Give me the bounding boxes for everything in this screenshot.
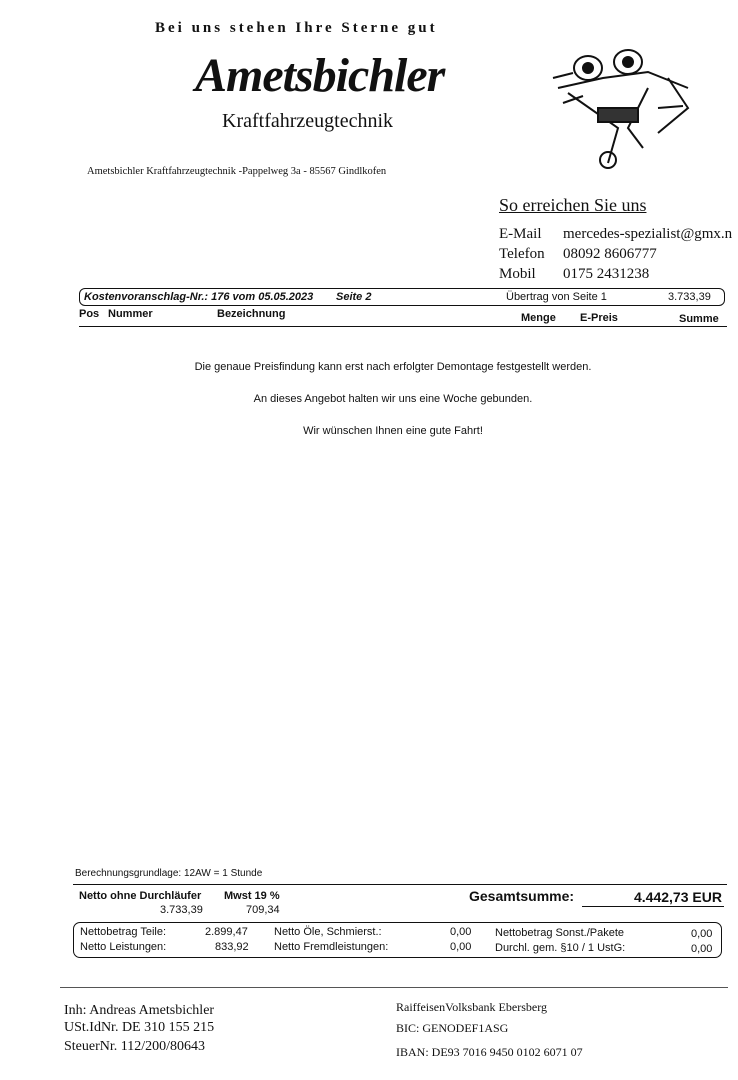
col-summe: Summe — [679, 313, 719, 325]
engine-illustration-icon — [548, 48, 698, 173]
contact-mobile-value: 0175 2431238 — [563, 266, 650, 282]
contact-phone-value: 08092 8606777 — [563, 246, 657, 262]
contact-phone — [499, 246, 657, 263]
col-menge: Menge — [521, 312, 556, 324]
divider-line — [73, 884, 727, 885]
col-pos: Pos — [79, 308, 100, 320]
contact-mobile-label: Mobil — [499, 266, 536, 282]
company-subtitle: Kraftfahrzeugtechnik — [222, 110, 394, 132]
contact-email-value: mercedes-spezialist@gmx.n — [563, 226, 733, 242]
note-validity: An dieses Angebot halten wir uns eine Woche gebunden. — [253, 393, 533, 405]
leistungen-label: Netto Leistungen: — [80, 941, 167, 953]
estimate-header-box — [79, 288, 725, 306]
footer-bic: BIC: GENODEF1ASG — [396, 1021, 509, 1035]
estimate-page: Seite 2 — [336, 291, 372, 303]
column-headers — [79, 308, 727, 327]
durchl-value: 0,00 — [691, 943, 713, 955]
col-epreis: E-Preis — [580, 312, 618, 324]
breakdown-box — [73, 922, 722, 958]
footer-ustid: USt.IdNr. DE 310 155 215 — [64, 1020, 215, 1035]
footer-iban: IBAN: DE93 7016 9450 0102 6071 07 — [396, 1045, 583, 1059]
col-nummer: Nummer — [108, 308, 153, 320]
company-logo-text: Ametsbichler — [195, 49, 445, 102]
footer-owner: Inh: Andreas Ametsbichler — [64, 1003, 215, 1018]
gesamt-underline — [582, 906, 724, 907]
carry-label: Übertrag von Seite 1 — [506, 291, 607, 303]
contact-mobile — [499, 266, 649, 283]
netto-label: Netto ohne Durchläufer — [79, 890, 202, 902]
durchl-label: Durchl. gem. §10 / 1 UstG: — [495, 942, 626, 954]
footer-steuernr: SteuerNr. 112/200/80643 — [64, 1039, 206, 1054]
fremd-value: 0,00 — [450, 941, 472, 953]
leistungen-value: 833,92 — [215, 941, 249, 953]
carry-value: 3.733,39 — [668, 291, 711, 303]
col-bezeichnung: Bezeichnung — [217, 308, 286, 320]
gesamt-label: Gesamtsumme: — [469, 888, 575, 904]
oele-value: 0,00 — [450, 926, 472, 938]
tagline: Bei uns stehen Ihre Sterne gut — [155, 20, 438, 36]
mwst-value: 709,34 — [246, 904, 280, 916]
oele-label: Netto Öle, Schmierst.: — [274, 926, 382, 938]
footer-bank: RaiffeisenVolksbank Ebersberg — [396, 1000, 547, 1014]
netto-value: 3.733,39 — [160, 904, 203, 916]
fremd-label: Netto Fremdleistungen: — [274, 941, 389, 953]
contact-email-label: E-Mail — [499, 226, 542, 242]
note-pricing: Die genaue Preisfindung kann erst nach erfolgter Demontage festgestellt werden. — [194, 361, 592, 373]
calculation-basis: Berechnungsgrundlage: 12AW = 1 Stunde — [75, 868, 263, 879]
gesamt-value: 4.442,73 EUR — [634, 889, 722, 905]
contact-email — [499, 226, 732, 243]
sonst-value: 0,00 — [691, 928, 713, 940]
sender-address: Ametsbichler Kraftfahrzeugtechnik -Pappelweg 3a - 85567 Gindlkofen — [87, 166, 387, 177]
footer-divider — [60, 987, 728, 988]
note-greeting: Wir wünschen Ihnen eine gute Fahrt! — [303, 425, 483, 437]
mwst-label: Mwst 19 % — [224, 890, 280, 902]
teile-value: 2.899,47 — [205, 926, 248, 938]
contact-heading: So erreichen Sie uns — [499, 195, 647, 215]
sonst-label: Nettobetrag Sonst./Pakete — [495, 927, 625, 939]
contact-phone-label: Telefon — [499, 246, 545, 262]
estimate-title: Kostenvoranschlag-Nr.: 176 vom 05.05.2023 — [84, 291, 314, 303]
teile-label: Nettobetrag Teile: — [80, 926, 167, 938]
